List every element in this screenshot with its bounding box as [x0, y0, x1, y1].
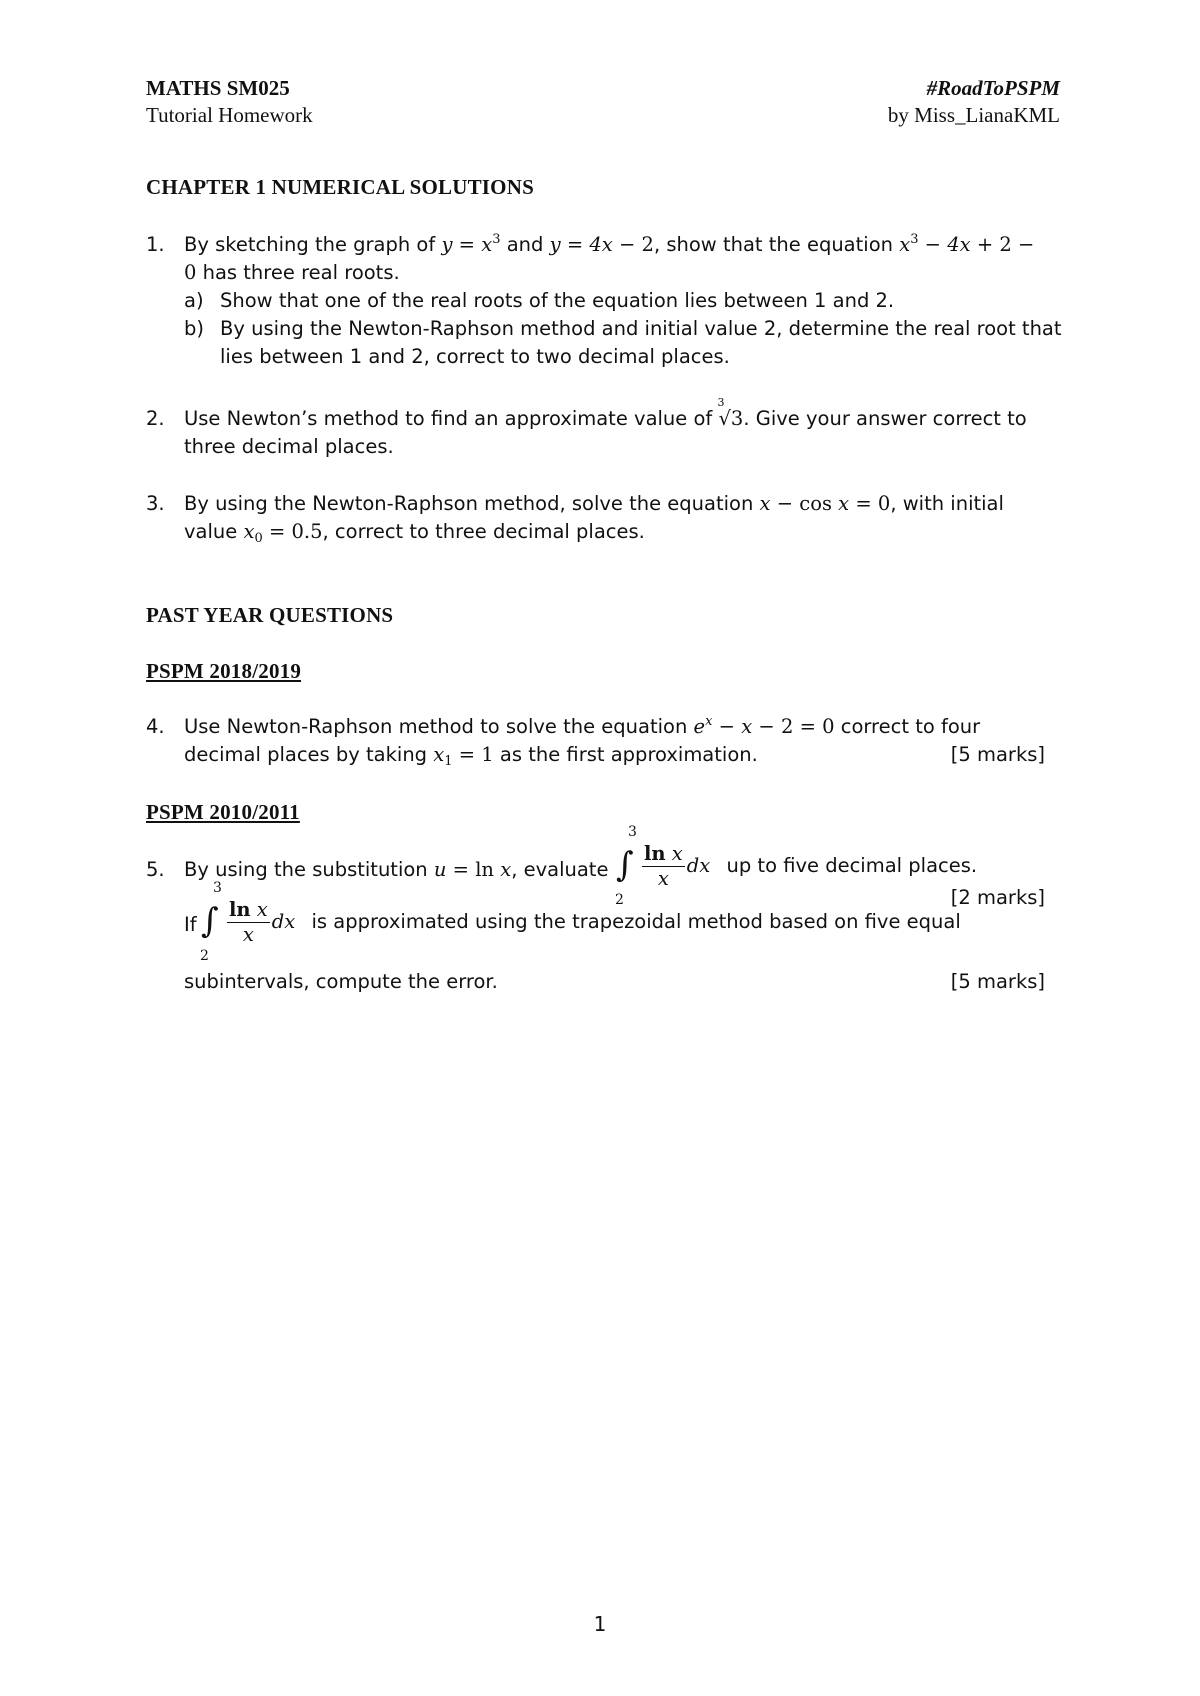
math-var: x	[899, 233, 911, 256]
math-num: 2	[999, 233, 1012, 256]
q3-text: value	[184, 520, 238, 543]
math-exp: 3	[492, 232, 501, 247]
math-op: −	[618, 233, 636, 256]
math-op: −	[1018, 233, 1035, 256]
math-var: x	[657, 867, 669, 890]
integral-lower-limit: 2	[615, 892, 624, 908]
math-op: =	[566, 233, 584, 256]
math-num: 0	[877, 492, 891, 515]
q1-text: By sketching the graph of	[184, 233, 436, 256]
math-var: e	[693, 715, 706, 738]
math-var: x	[671, 842, 683, 865]
q3-text: , with initial	[890, 492, 1004, 515]
math-sub: 1	[444, 754, 453, 769]
pspm-2010-title: PSPM 2010/2011	[146, 800, 300, 824]
integral-lower-limit: 2	[200, 948, 209, 964]
part-label: b)	[184, 317, 204, 340]
math-exp: 3	[910, 232, 919, 247]
question-number: 4.	[146, 715, 165, 738]
math-op: −	[718, 715, 735, 738]
q4-text: decimal places by taking	[184, 743, 428, 766]
math-num: 0	[822, 715, 835, 738]
document-subtitle: Tutorial Homework	[146, 103, 313, 127]
math-op: =	[855, 492, 872, 515]
math-op: +	[976, 233, 994, 256]
math-var: y	[549, 233, 561, 256]
q1-text: , show that the equation	[653, 233, 893, 256]
q4-text: Use Newton-Raphson method to solve the equation	[184, 715, 688, 738]
q5-text: is approximated using the trapezoidal method based on five equal	[311, 910, 961, 933]
integrand-fraction-2	[225, 898, 961, 947]
math-diff: dx	[271, 910, 296, 933]
math-op: =	[799, 715, 816, 738]
q5-text: up to five decimal places.	[726, 854, 978, 877]
q1-part-b-cont: lies between 1 and 2, correct to two decimal places.	[220, 345, 730, 368]
q5-text: , evaluate	[511, 858, 609, 881]
q4-text: correct to four	[840, 715, 981, 738]
math-num: 0	[184, 261, 197, 284]
math-term: 4x	[589, 233, 613, 256]
math-sub: 0	[254, 531, 263, 546]
math-exp: x	[705, 714, 713, 729]
q4-text: as the first approximation.	[499, 743, 758, 766]
math-var: x	[242, 923, 254, 946]
math-op: −	[924, 233, 942, 256]
math-num: 2	[780, 715, 794, 738]
math-func: ln	[644, 842, 666, 865]
document-page: MATHS SM025 Tutorial Homework #RoadToPSPM by Miss_LianaKML CHAPTER 1 NUMERICAL SOLUTIONS 1. By sketching the graph of $y = x^3$ and y = 4x − 2, show that the equation $x^3 - 4x + 2$ − 0 has three real roots. a) Show that one of the real roots of the equation lies between 1 and 2. b) By using the Newton-Raphson method and initial value 2, determine the real root that lies between 1 and 2, correct to two decimal places. 2. Use Newton’s method to find an approximate value of 3 √3. Give your answer correct to three decimal places. 3. By using the Newton-Raphson method, solve the equation x − cos x = 0, with initial value $x_0 = 0.5$, correct to three decimal places. PAST YEAR QUESTIONS PSPM 2018/2019 4. Use Newton-Raphson method to solve the equation $e^x - x - 2 = 0$ correct to four decimal places by taking $x_1 = 1$ as the first approximation. [5 marks] PSPM 2010/2011 5. By using the substitution u = ln x, evaluate 3 ∫ 2 $\frac{\text{ln x}}{x}$ dx up to five decimal places. [2 marks] If 3 ∫ 2 $\frac{\text{ln x}}{x}$ dx is approximated using the trapezoidal method based on five equal subintervals, compute the error. [5 marks] 1	[0, 0, 1200, 1696]
q2-text: Use Newton’s method to find an approximate value of	[184, 407, 713, 430]
q1-part-b: By using the Newton-Raphson method and initial value 2, determine the real root that	[220, 317, 1062, 340]
math-func: ln	[475, 858, 494, 881]
math-var: u	[433, 858, 447, 881]
math-var: x	[500, 858, 512, 881]
cube-root: √3	[718, 407, 744, 430]
question-number: 5.	[146, 858, 165, 881]
course-code: MATHS SM025	[146, 76, 290, 100]
q5-marks-2: [5 marks]	[950, 970, 1045, 993]
math-var: y	[441, 233, 453, 256]
q2-text: . Give your answer correct to	[743, 407, 1027, 430]
page-number: 1	[593, 1612, 607, 1636]
math-op: −	[758, 715, 775, 738]
part-label: a)	[184, 289, 204, 312]
q4-marks: [5 marks]	[950, 743, 1045, 766]
math-func: cos	[799, 492, 832, 515]
q5-text: By using the substitution	[184, 858, 428, 881]
q1-text: and	[506, 233, 544, 256]
math-var: x	[481, 233, 493, 256]
pspm-2018-title: PSPM 2018/2019	[146, 659, 302, 683]
math-op: =	[458, 233, 476, 256]
integral-upper-limit: 3	[628, 824, 637, 840]
past-year-title: PAST YEAR QUESTIONS	[146, 603, 394, 627]
integral-sign: ∫	[616, 845, 634, 885]
math-op: −	[776, 492, 794, 515]
math-var: x	[741, 715, 753, 738]
question-number: 3.	[146, 492, 165, 515]
chapter-title: CHAPTER 1 NUMERICAL SOLUTIONS	[146, 175, 534, 199]
math-var: x	[256, 898, 268, 921]
math-num: 1	[481, 743, 494, 766]
q5-text-last: subintervals, compute the error.	[184, 970, 498, 993]
math-op: =	[268, 520, 286, 543]
q2-text-cont: three decimal places.	[184, 435, 394, 458]
q1-text: has three real roots.	[202, 261, 400, 284]
math-term: 4x	[947, 233, 971, 256]
math-func: ln	[229, 898, 251, 921]
hashtag: #RoadToPSPM	[926, 76, 1060, 100]
math-var: x	[243, 520, 255, 543]
math-var: x	[759, 492, 771, 515]
integral-upper-limit: 3	[213, 880, 222, 896]
author: by Miss_LianaKML	[887, 103, 1060, 127]
integral-sign: ∫	[201, 901, 219, 941]
math-var: x	[838, 492, 850, 515]
question-number: 1.	[146, 233, 165, 256]
math-var: x	[433, 743, 445, 766]
math-num: 0.5	[291, 520, 323, 543]
math-op: =	[458, 743, 476, 766]
q1-part-a: Show that one of the real roots of the equation lies between 1 and 2.	[220, 289, 895, 312]
q3-text: , correct to three decimal places.	[322, 520, 645, 543]
math-diff: dx	[686, 854, 711, 877]
question-number: 2.	[146, 407, 165, 430]
q5-if: If	[184, 913, 197, 936]
integrand-fraction	[640, 842, 977, 891]
q3-text: By using the Newton-Raphson method, solve the equation	[184, 492, 754, 515]
q5-marks-1: [2 marks]	[950, 886, 1045, 909]
math-num: 2	[641, 233, 654, 256]
math-op: =	[452, 858, 469, 881]
